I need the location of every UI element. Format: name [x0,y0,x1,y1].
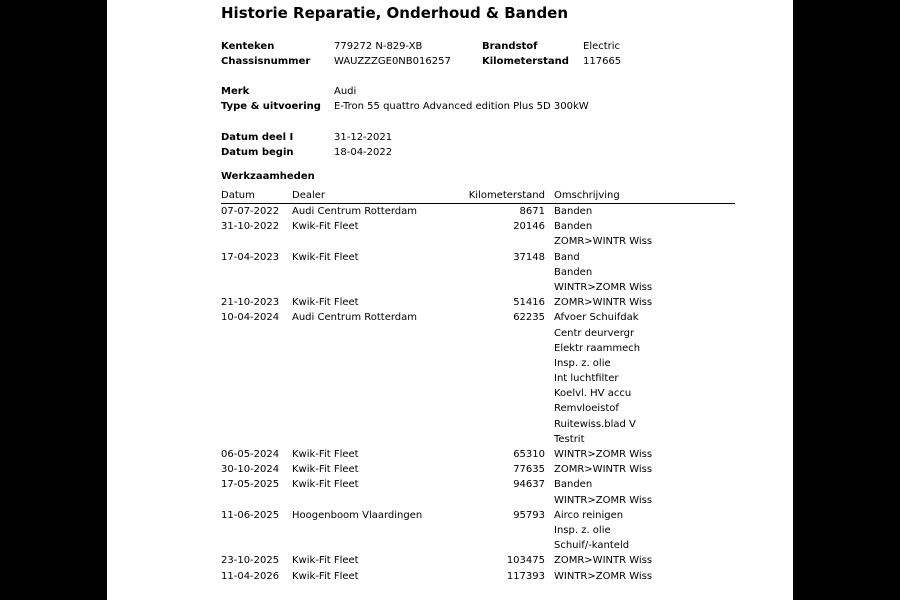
cell-dealer: Kwik-Fit Fleet [292,251,359,263]
cell-dealer: Hoogenboom Vlaardingen [292,509,423,521]
cell-omschrijving: Ruitewiss.blad V [554,418,636,430]
brandstof-value: Electric [583,41,621,52]
table-row [107,219,793,234]
cell-kilometerstand: 62235 [513,312,545,324]
cell-omschrijving: WINTR>ZOMR Wiss [554,449,653,460]
cell-omschrijving: Afvoer Schuifdak [554,312,639,324]
datum-begin-label: Datum begin [221,147,294,158]
column-header-dealer: Dealer [292,190,326,201]
kilometerstand-label: Kilometerstand [482,56,569,67]
cell-omschrijving: Banden [554,266,593,278]
datum-deel-value: 31-12-2021 [334,132,393,143]
cell-datum: 17-04-2023 [221,251,280,263]
chassis-label: Chassisnummer [221,56,311,67]
brandstof-label: Brandstof [482,41,538,52]
cell-dealer: Kwik-Fit Fleet [292,555,359,567]
cell-datum: 30-10-2024 [221,464,280,476]
table-row [107,371,793,386]
table-row [107,569,793,584]
column-header-kilometerstand: Kilometerstand [468,190,545,201]
document-page [107,0,793,600]
cell-kilometerstand: 51416 [513,297,545,309]
cell-omschrijving: Band [554,251,580,263]
table-row [107,326,793,341]
cell-datum: 11-06-2025 [221,509,280,521]
cell-dealer: Kwik-Fit Fleet [292,479,359,491]
kenteken-value: 779272 N-829-XB [334,41,423,52]
cell-omschrijving: Banden [554,221,593,233]
table-row [107,341,793,356]
cell-kilometerstand: 20146 [513,221,545,233]
cell-omschrijving: Remvloeistof [554,403,619,415]
cell-dealer: Kwik-Fit Fleet [292,297,359,309]
cell-omschrijving: Airco reinigen [554,509,624,521]
cell-dealer: Kwik-Fit Fleet [292,449,359,460]
cell-datum: 17-05-2025 [221,479,280,491]
table-row [107,493,793,508]
cell-omschrijving: Banden [554,206,593,217]
table-row [107,204,793,219]
cell-omschrijving: WINTR>ZOMR Wiss [554,494,653,506]
datum-begin-value: 18-04-2022 [334,147,393,158]
table-row [107,538,793,553]
cell-datum: 06-05-2024 [221,449,280,460]
cell-omschrijving: Koelvl. HV accu [554,388,632,400]
werkzaamheden-heading: Werkzaamheden [221,171,315,182]
table-row [107,417,793,432]
cell-omschrijving: ZOMR>WINTR Wiss [554,464,653,476]
cell-omschrijving: Testrit [554,433,585,445]
cell-kilometerstand: 95793 [513,509,545,521]
cell-datum: 23-10-2025 [221,555,280,567]
cell-omschrijving: Banden [554,479,593,491]
table-row [107,447,793,462]
column-header-datum: Datum [221,190,255,201]
cell-omschrijving: Int luchtfilter [554,373,619,385]
cell-kilometerstand: 77635 [513,464,545,476]
cell-dealer: Audi Centrum Rotterdam [292,206,418,217]
table-row [107,386,793,401]
column-header-omschrijving: Omschrijving [554,190,620,201]
table-row [107,295,793,310]
table-row [107,462,793,477]
merk-value: Audi [334,86,357,97]
cell-kilometerstand: 37148 [513,251,545,263]
cell-omschrijving: Insp. z. olie [554,524,611,536]
table-row [107,280,793,295]
cell-dealer: Kwik-Fit Fleet [292,464,359,476]
table-row [107,553,793,568]
table-row [107,265,793,280]
cell-kilometerstand: 117393 [506,570,545,582]
kilometerstand-value: 117665 [583,56,622,67]
werkzaamheden-table [107,204,793,584]
cell-kilometerstand: 8671 [519,206,545,217]
cell-omschrijving: Centr deurvergr [554,327,635,339]
cell-omschrijving: Schuif/-kanteld [554,540,630,552]
table-row [107,508,793,523]
cell-dealer: Audi Centrum Rotterdam [292,312,418,324]
table-row [107,523,793,538]
type-label: Type & uitvoering [221,101,321,112]
cell-dealer: Kwik-Fit Fleet [292,221,359,233]
table-row [107,432,793,447]
cell-omschrijving: ZOMR>WINTR Wiss [554,236,653,248]
table-row [107,477,793,492]
type-value: E-Tron 55 quattro Advanced edition Plus 5D 300kW [334,101,589,112]
cell-datum: 11-04-2026 [221,570,280,582]
table-row [107,356,793,371]
table-row [107,310,793,325]
cell-datum: 31-10-2022 [221,221,280,233]
cell-omschrijving: ZOMR>WINTR Wiss [554,555,653,567]
page-title: Historie Reparatie, Onderhoud & Banden [221,4,569,22]
cell-kilometerstand: 103475 [506,555,545,567]
cell-omschrijving: ZOMR>WINTR Wiss [554,297,653,309]
cell-omschrijving: Elektr raammech [554,342,641,354]
cell-datum: 07-07-2022 [221,206,280,217]
chassis-value: WAUZZZGE0NB016257 [334,56,451,67]
table-row [107,234,793,249]
cell-omschrijving: Insp. z. olie [554,357,611,369]
table-row [107,250,793,265]
kenteken-label: Kenteken [221,41,275,52]
table-row [107,401,793,416]
cell-kilometerstand: 65310 [513,449,545,460]
cell-omschrijving: WINTR>ZOMR Wiss [554,570,653,582]
cell-datum: 21-10-2023 [221,297,280,309]
datum-deel-label: Datum deel I [221,132,294,143]
cell-omschrijving: WINTR>ZOMR Wiss [554,281,653,293]
cell-datum: 10-04-2024 [221,312,280,324]
cell-dealer: Kwik-Fit Fleet [292,570,359,582]
cell-kilometerstand: 94637 [513,479,545,491]
merk-label: Merk [221,86,250,97]
